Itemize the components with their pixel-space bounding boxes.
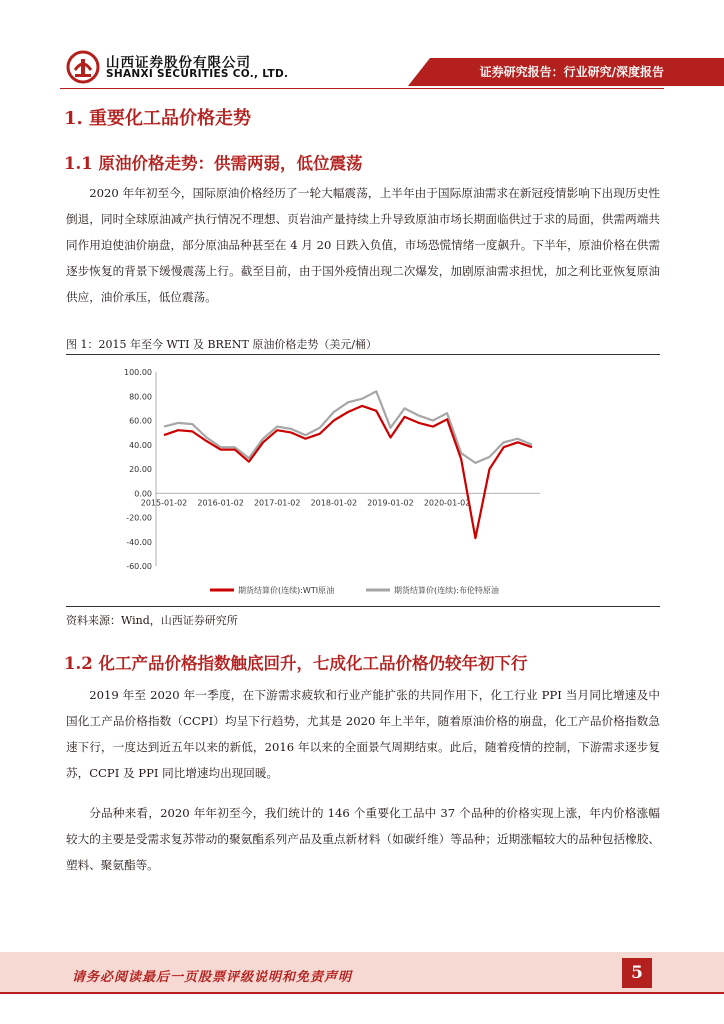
- shanxi-securities-logo-icon: [66, 50, 100, 84]
- y-tick-label: 100.00: [124, 368, 152, 377]
- oil-price-line-chart: [100, 358, 660, 606]
- y-tick-label: 20.00: [129, 465, 152, 474]
- wti-series-line: [164, 406, 532, 538]
- y-tick-label: 40.00: [129, 440, 152, 450]
- x-tick-label: 2016-01-02: [197, 498, 244, 508]
- figure-top-rule: [66, 354, 660, 355]
- section-heading-1-1: 1.1 原油价格走势：供需两弱，低位震荡: [64, 154, 363, 173]
- product-varieties-paragraph: 分品种来看，2020 年年初至今，我们统计的 146 个重要化工品中 37 个品种的价格实现上涨，年内价格涨幅较大的主要是受需求复苏带动的聚氨酯系列产品及重点新材料（如碳纤维）等品种；近期涨幅较大的品种包括橡胶、塑料、聚氨酯等。: [66, 806, 660, 872]
- legend-label: 期货结算价(连续):布伦特原油: [394, 586, 499, 595]
- x-tick-label: 2018-01-02: [310, 498, 358, 508]
- band-decoration: [408, 58, 430, 86]
- x-tick-label: 2015-01-02: [140, 498, 188, 508]
- company-name-en: SHANXI SECURITIES CO., LTD.: [106, 68, 289, 80]
- y-tick-label: -40.00: [126, 537, 152, 547]
- report-type-band: 证券研究报告：行业研究/深度报告: [408, 58, 724, 86]
- x-axis-tick-labels: [141, 498, 471, 507]
- footer-divider: [0, 992, 724, 994]
- x-tick-label: 2020-01-02: [423, 498, 471, 508]
- x-tick-label: 2019-01-02: [367, 498, 414, 508]
- header-divider: [60, 88, 664, 89]
- y-tick-label: -20.00: [126, 513, 152, 523]
- series-lines: [164, 391, 532, 538]
- section-heading-1-2: 1.2 化工产品价格指数触底回升，七成化工品价格仍较年初下行: [64, 654, 528, 673]
- y-tick-label: -60.00: [126, 562, 152, 571]
- page-number: 5: [622, 958, 652, 988]
- figure-title: 图 1：2015 年至今 WTI 及 BRENT 原油价格走势（美元/桶）: [66, 338, 378, 351]
- y-tick-label: 60.00: [129, 416, 152, 426]
- figure-bottom-rule: [66, 606, 660, 607]
- crude-oil-paragraph: 2020 年年初至今，国际原油价格经历了一轮大幅震荡，上半年由于国际原油需求在新冠疫情影响下出现历史性倒退，同时全球原油减产执行情况不理想、页岩油产量持续上升导致原油市场长期面临供过于求的局面，供需两端共同作用迫使油价崩盘，部分原油品种甚至在 4 月 20 日跌入负值，市场恐慌情绪一度飙升。下半年，原油价格在供需逐步恢复的背景下缓慢震荡上行。截至目前，由于国外疫情出现二次爆发，加剧原油需求担忧，加之利比亚恢复原油供应，油价承压，低位震荡。: [66, 186, 660, 304]
- page-footer: [0, 952, 724, 992]
- legend-label: 期货结算价(连续):WTI原油: [238, 586, 335, 595]
- disclaimer-notice: 请务必阅读最后一页股票评级说明和免责声明: [72, 970, 353, 985]
- brent-series-line: [164, 391, 532, 463]
- y-tick-label: 0.00: [134, 489, 152, 499]
- y-axis-tick-labels: [124, 368, 152, 571]
- x-tick-label: 2017-01-02: [253, 498, 301, 508]
- y-tick-label: 80.00: [129, 392, 152, 402]
- chart-legend: [210, 585, 499, 595]
- ccpi-paragraph: 2019 年至 2020 年一季度，在下游需求疲软和行业产能扩张的共同作用下，化工行业 PPI 当月同比增速及中国化工产品价格指数（CCPI）均呈下行趋势，尤其是 2020 年上半年，随着原油价格的崩盘，化工产品价格指数急速下行，一度达到近五年以来的新低，2016 年以来的全面景气周期结束。此后，随着疫情的控制，下游需求逐步复苏，CCPI 及 PPI 同比增速均出现回暖。: [66, 688, 660, 780]
- company-name-cn: 山西证券股份有限公司: [106, 55, 251, 71]
- page-header: [0, 0, 724, 92]
- figure-source: 资料来源：Wind，山西证券研究所: [66, 614, 238, 627]
- section-heading-1: 1. 重要化工品价格走势: [64, 108, 252, 129]
